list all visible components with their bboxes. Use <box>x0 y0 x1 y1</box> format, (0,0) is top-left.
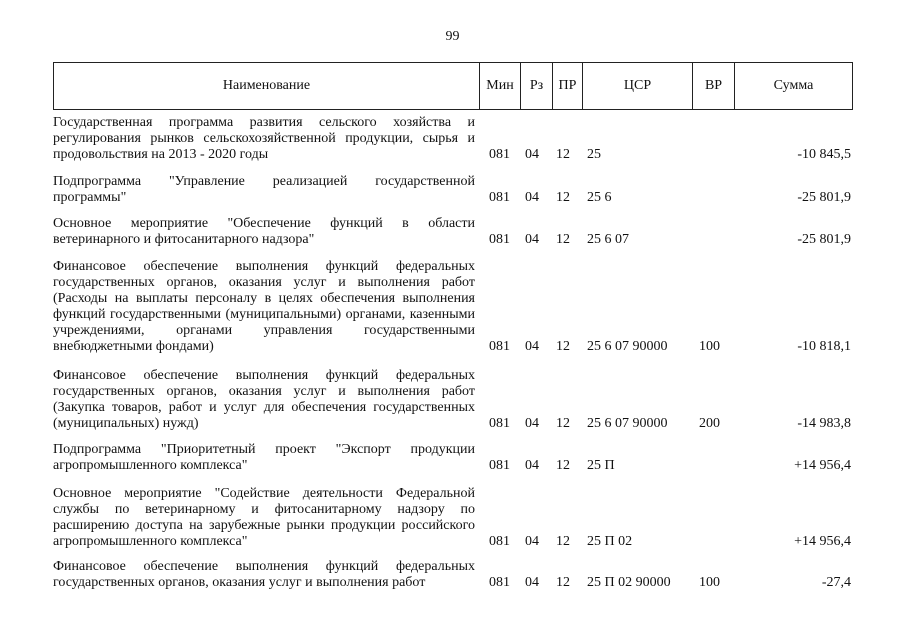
row-sum: -27,4 <box>821 575 851 590</box>
row-sum: -25 801,9 <box>797 190 851 205</box>
table-row <box>53 368 853 432</box>
row-pr: 12 <box>556 147 570 162</box>
row-name: Подпрограмма "Приоритетный проект "Экспорт продукции агропромышленного комплекса" <box>53 442 475 473</box>
table-row <box>53 174 853 206</box>
row-vr: 100 <box>699 575 720 590</box>
row-min: 081 <box>489 458 510 473</box>
table-row <box>53 259 853 355</box>
row-rz: 04 <box>525 232 539 247</box>
row-csr: 25 <box>587 147 601 162</box>
row-min: 081 <box>489 416 510 431</box>
row-csr: 25 6 07 <box>587 232 629 247</box>
table-header <box>53 62 853 110</box>
row-csr: 25 П 02 <box>587 534 633 549</box>
row-pr: 12 <box>556 232 570 247</box>
row-name: Основное мероприятие "Обеспечение функций в области ветеринарного и фитосанитарного надзора" <box>53 216 475 247</box>
row-name: Финансовое обеспечение выполнения функций федеральных государственных органов, оказания услуг и выполнения работ (Закупка товаров, работ и услуг для обеспечения государственных (муниципальных) нужд) <box>53 368 475 431</box>
row-pr: 12 <box>556 534 570 549</box>
row-sum: +14 956,4 <box>794 458 851 473</box>
row-sum: -10 845,5 <box>797 147 851 162</box>
table-row <box>53 559 853 591</box>
row-vr: 200 <box>699 416 720 431</box>
header-min: Мин <box>480 63 521 109</box>
row-name: Основное мероприятие "Содействие деятельности Федеральной службы по ветеринарному и фитосанитарному надзору по расширению доступа на зарубежные рынки продукции российского агропромышленного комплекса" <box>53 486 475 549</box>
row-rz: 04 <box>525 416 539 431</box>
row-csr: 25 П <box>587 458 615 473</box>
row-rz: 04 <box>525 339 539 354</box>
row-name: Финансовое обеспечение выполнения функций федеральных государственных органов, оказания услуг и выполнения работ <box>53 559 475 590</box>
row-pr: 12 <box>556 339 570 354</box>
row-name: Государственная программа развития сельского хозяйства и регулирования рынков сельскохозяйственной продукции, сырья и продовольствия на 2013 - 2020 годы <box>53 115 475 162</box>
row-rz: 04 <box>525 575 539 590</box>
row-vr: 100 <box>699 339 720 354</box>
row-pr: 12 <box>556 575 570 590</box>
row-pr: 12 <box>556 416 570 431</box>
row-csr: 25 6 07 90000 <box>587 339 668 354</box>
row-min: 081 <box>489 534 510 549</box>
table-row <box>53 216 853 248</box>
row-csr: 25 6 07 90000 <box>587 416 668 431</box>
row-csr: 25 П 02 90000 <box>587 575 671 590</box>
row-rz: 04 <box>525 458 539 473</box>
row-pr: 12 <box>556 190 570 205</box>
header-vr: ВР <box>693 63 735 109</box>
row-rz: 04 <box>525 190 539 205</box>
table-row <box>53 115 853 163</box>
row-sum: -25 801,9 <box>797 232 851 247</box>
table-row <box>53 442 853 474</box>
header-rz: Рз <box>521 63 553 109</box>
row-min: 081 <box>489 147 510 162</box>
table-row <box>53 486 853 550</box>
row-min: 081 <box>489 190 510 205</box>
row-name: Подпрограмма "Управление реализацией государственной программы" <box>53 174 475 205</box>
row-sum: -10 818,1 <box>797 339 851 354</box>
header-name: Наименование <box>54 63 480 109</box>
row-min: 081 <box>489 232 510 247</box>
header-sum: Сумма <box>773 78 814 93</box>
header-pr: ПР <box>553 63 583 109</box>
row-sum: -14 983,8 <box>797 416 851 431</box>
header-csr: ЦСР <box>583 63 693 109</box>
row-csr: 25 6 <box>587 190 612 205</box>
row-pr: 12 <box>556 458 570 473</box>
page-number: 99 <box>445 29 460 44</box>
row-min: 081 <box>489 575 510 590</box>
row-sum: +14 956,4 <box>794 534 851 549</box>
row-rz: 04 <box>525 534 539 549</box>
row-name: Финансовое обеспечение выполнения функций федеральных государственных органов, оказания услуг и выполнения работ (Расходы на выплаты персоналу в целях обеспечения выполнения функций государственными (муниципальными) органами, казенными учреждениями, органами управления государственными внебюджетными фондами) <box>53 259 475 354</box>
row-rz: 04 <box>525 147 539 162</box>
row-min: 081 <box>489 339 510 354</box>
